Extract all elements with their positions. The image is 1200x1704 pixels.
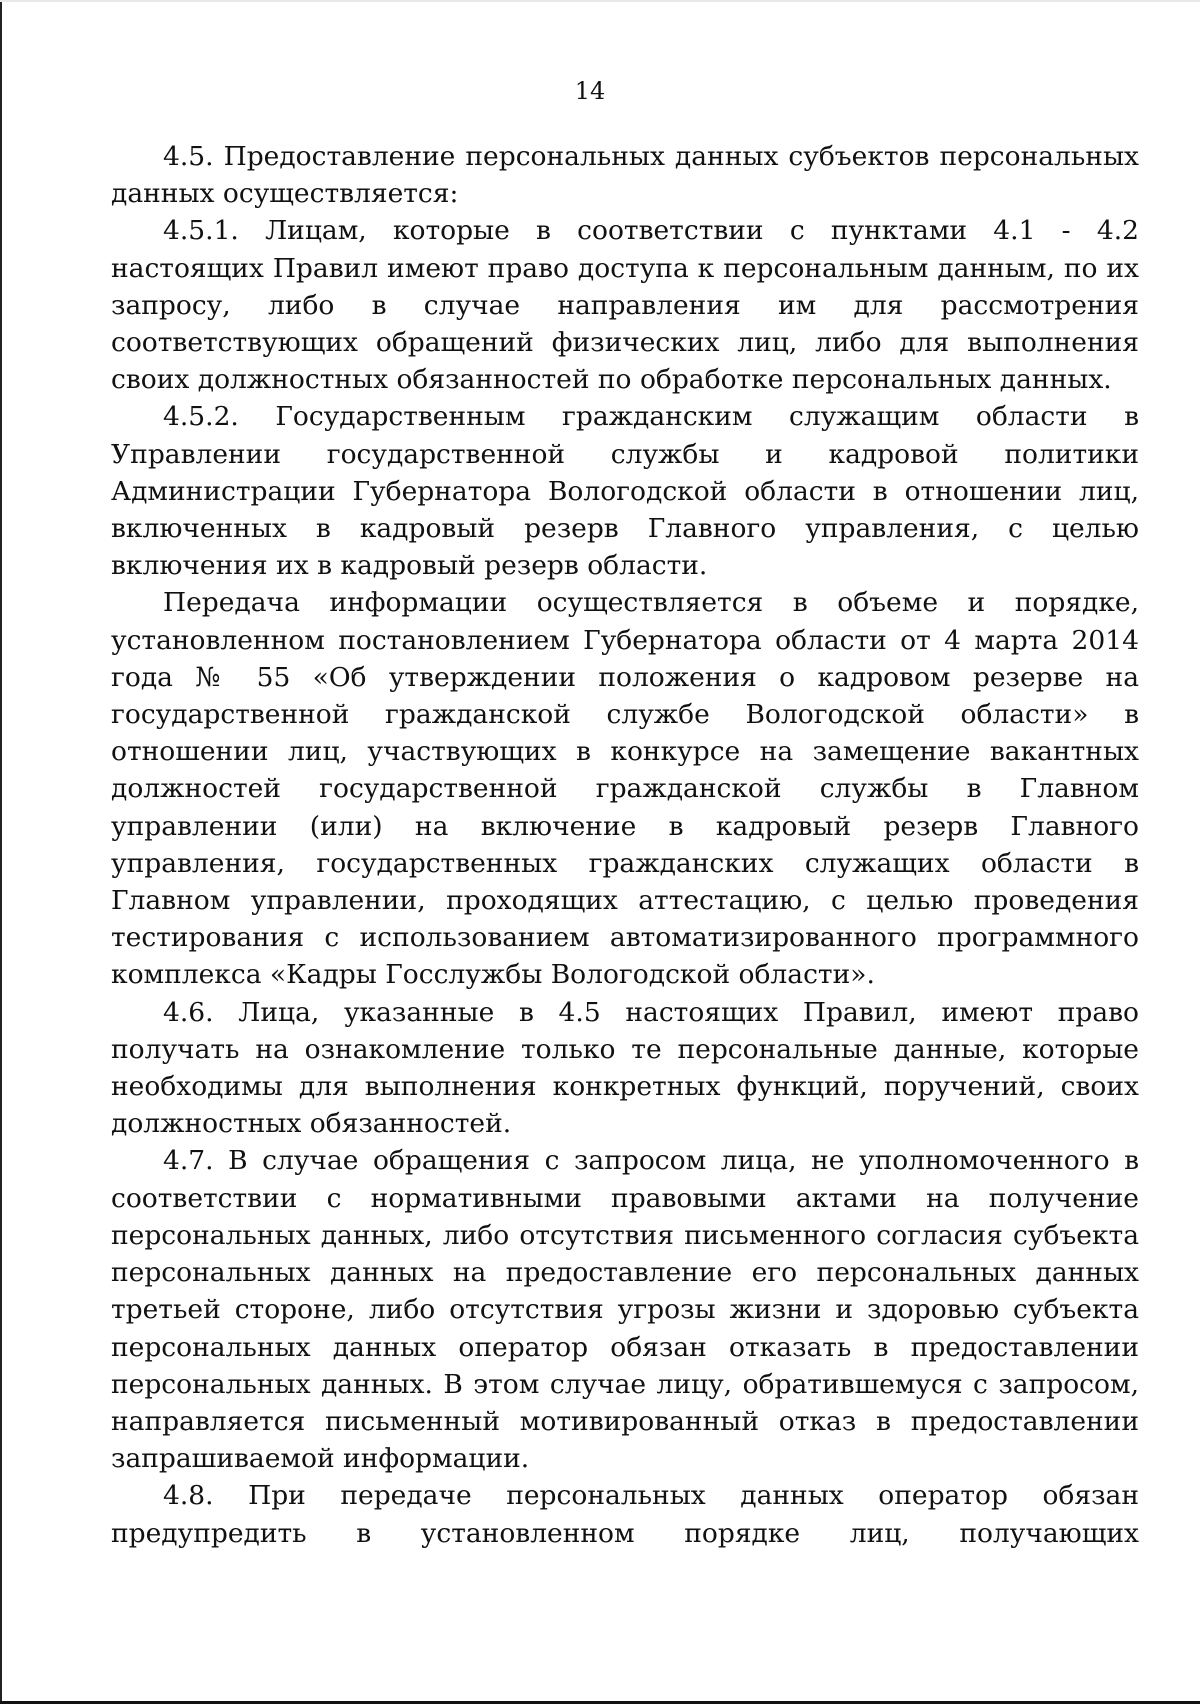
page-number: 14 <box>574 77 606 105</box>
scan-edge-left <box>0 0 2 1704</box>
paragraph-4-8: 4.8. При передаче персональных данных оператор обязан предупредить в установленном порядке лиц, получающих <box>111 1480 1139 1549</box>
paragraph-transfer-info: Передача информации осуществляется в объеме и порядке, установленном постановлением Губернатора области от 4 марта 2014 года № 55 «Об утверждении положения о кадровом резерве на государственной гражданской службе Вологодской области» в отношении лиц, участвующих в конкурсе на замещение вакантных должностей государственной гражданской службы в Главном управлении (или) на включение в кадровый резерв Главного управления, государственных гражданских служащих области в Главном управлении, проходящих аттестацию, с целью проведения тестирования с использованием автоматизированного программного комплекса «Кадры Госслужбы Вологодской области». <box>111 587 1139 991</box>
document-body <box>111 138 1139 1552</box>
paragraph-4-7: 4.7. В случае обращения с запросом лица, не уполномоченного в соответствии с нормативными правовыми актами на получение персональных данных, либо отсутствия письменного согласия субъекта персональных данных на предоставление его персональных данных третьей стороне, либо отсутствия угрозы жизни и здоровью субъекта персональных данных оператор обязан отказать в предоставлении персональных данных. В этом случае лицу, обратившемуся с запросом, направляется письменный мотивированный отказ в предоставлении запрашиваемой информации. <box>111 1145 1139 1475</box>
paragraph-4-6: 4.6. Лица, указанные в 4.5 настоящих Правил, имеют право получать на ознакомление только те персональные данные, которые необходимы для выполнения конкретных функций, поручений, своих должностных обязанностей. <box>111 996 1139 1140</box>
paragraph-4-5-1: 4.5.1. Лицам, которые в соответствии с пунктами 4.1 - 4.2 настоящих Правил имеют право доступа к персональным данным, по их запросу, либо в случае направления им для рассмотрения соответствующих обращений физических лиц, либо для выполнения своих должностных обязанностей по обработке персональных данных. <box>111 215 1139 396</box>
scan-edge-top <box>0 0 1200 2</box>
paragraph-4-5: 4.5. Предоставление персональных данных субъектов персональных данных осуществляется: <box>111 141 1139 210</box>
paragraph-4-5-2: 4.5.2. Государственным гражданским служащим области в Управлении государственной службы и кадровой политики Администрации Губернатора Вологодской области в отношении лиц, включенных в кадровый резерв Главного управления, с целью включения их в кадровый резерв области. <box>111 401 1139 582</box>
